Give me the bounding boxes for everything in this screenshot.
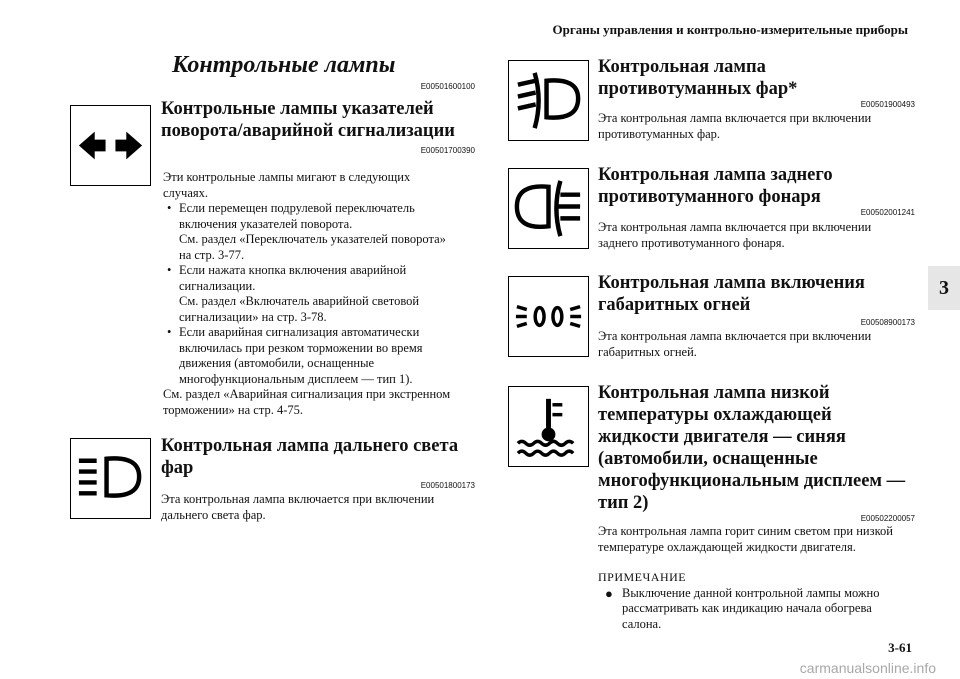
high-beam-indicator-box (70, 438, 151, 519)
coolant-temperature-icon (509, 387, 588, 466)
coolant-note (598, 570, 918, 632)
chapter-tab: 3 (928, 266, 960, 310)
position-lights-heading: Контрольная лампа включения габаритных огней (598, 273, 865, 315)
coolant-text: Эта контрольная лампа горит синим светом при низкой температуре охлаждающей жидкости двигателя. (598, 524, 893, 554)
note-label: ПРИМЕЧАНИЕ (598, 570, 687, 584)
front-fog-text: Эта контрольная лампа включается при включении противотуманных фар. (598, 111, 872, 141)
position-lights-text: Эта контрольная лампа включается при включении габаритных огней. (598, 329, 872, 359)
front-fog-code: E00501900493 (860, 100, 915, 109)
position-lights-code: E00508900173 (860, 318, 915, 327)
high-beam-text: Эта контрольная лампа включается при включении дальнего света фар. (161, 492, 435, 522)
coolant-code: E00502200057 (860, 514, 915, 523)
watermark: carmanualsonline.info (799, 660, 936, 676)
list-item: • Если нажата кнопка включения аварийной сигнализации. См. раздел «Включатель аварийной световой сигнализации» на стр. 3-78. (167, 263, 420, 324)
page-number: 3-61 (888, 640, 912, 655)
list-item: • Если перемещен подрулевой переключатель включения указателей поворота. См. раздел «Переключатель указателей поворота» на стр. 3-77. (167, 201, 446, 262)
rear-fog-indicator-box (508, 168, 589, 249)
turn-signal-code: E00501700390 (420, 146, 475, 155)
rear-fog-text: Эта контрольная лампа включается при включении заднего противотуманного фонаря. (598, 220, 872, 250)
high-beam-icon (71, 439, 150, 518)
rear-fog-heading: Контрольная лампа заднего противотуманного фонаря (598, 165, 833, 207)
rear-fog-light-icon (509, 169, 588, 248)
coolant-indicator-box (508, 386, 589, 467)
bullet-icon: ● (605, 585, 613, 601)
list-item: • Если аварийная сигнализация автоматически включилась при резком торможении во время движения (автомобили, оснащенные многофункциональным дисплеем — тип 1). (167, 325, 423, 386)
high-beam-heading: Контрольная лампа дальнего света фар (161, 436, 459, 478)
coolant-heading: Контрольная лампа низкой температуры охлаждающей жидкости двигателя — синяя (автомобили, оснащенные многофункциональным дисплеем — тип 2) (598, 383, 906, 513)
turn-signal-indicator-box (70, 105, 151, 186)
front-fog-heading: Контрольная лампа противотуманных фар* (598, 57, 798, 99)
position-lights-icon (509, 277, 588, 356)
turn-signal-arrows-icon (71, 106, 150, 185)
turn-signal-heading: Контрольные лампы указателей поворота/аварийной сигнализации (161, 99, 455, 141)
running-header: Органы управления и контрольно-измерительные приборы (552, 22, 908, 37)
front-fog-light-icon (509, 61, 588, 140)
position-lights-indicator-box (508, 276, 589, 357)
front-fog-indicator-box (508, 60, 589, 141)
turn-signal-text: Эти контрольные лампы мигают в следующих случаях. • Если перемещен подрулевой переключатель включения указателей поворота. См. раздел «Переключатель указателей поворота» на стр. 3-77. • Если нажата кнопка включения аварийной сигнализации. См. раздел «Включатель аварийной световой сигнализации» на стр. 3-78. • Если аварийная сигнализация автоматически включилась при резком торможении во время движения (автомобили, оснащенные многофункциональным дисплеем — тип 1). См. раздел «Аварийная сигнализация при экстренном торможении» на стр. 4-75. (163, 170, 483, 418)
rear-fog-code: E00502001241 (860, 208, 915, 217)
turn-signal-cases (163, 201, 483, 387)
section-title: Контрольные лампы (172, 52, 396, 78)
high-beam-code: E00501800173 (420, 481, 475, 490)
list-item: ● Выключение данной контрольной лампы можно рассматривать как индикацию начала обогрева салона. (605, 585, 880, 631)
section-code: E00501600100 (420, 82, 475, 91)
